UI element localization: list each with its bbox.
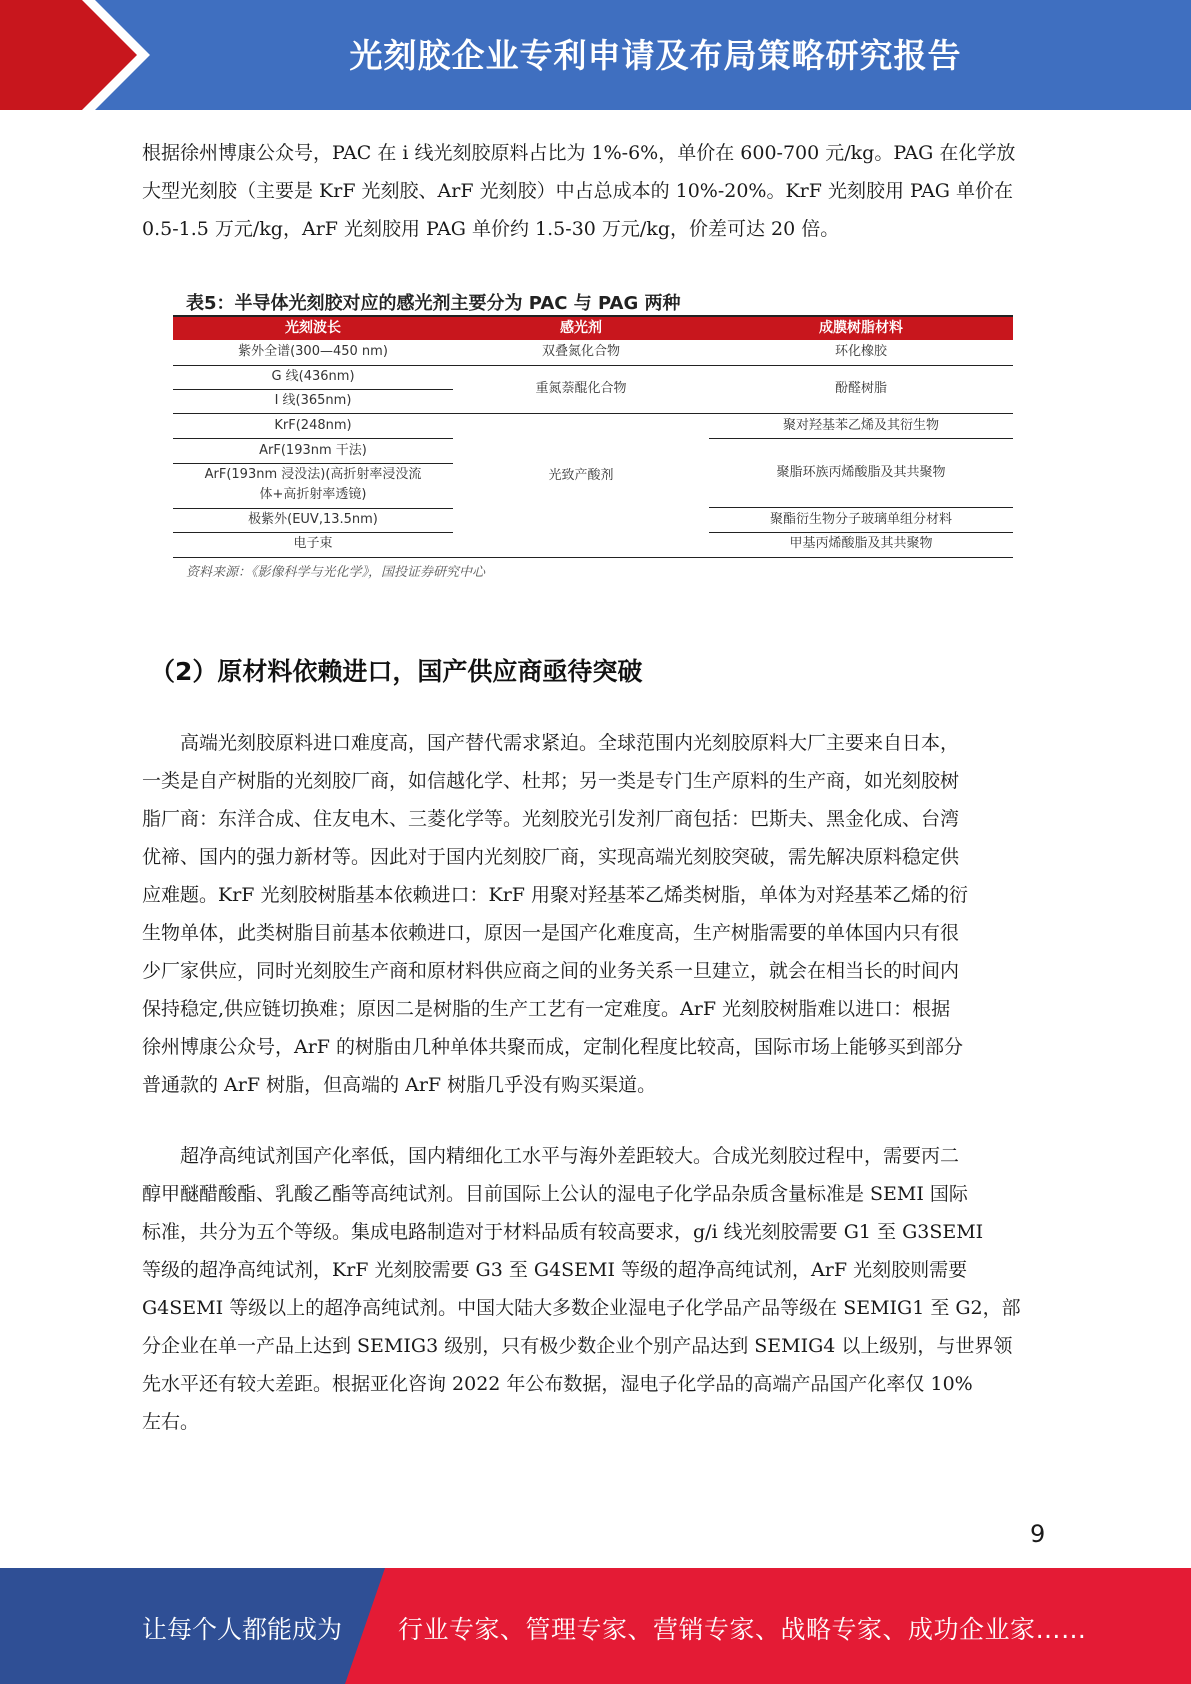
table-rule: [709, 438, 1013, 439]
text-line: 0.5-1.5 万元/kg，ArF 光刻胶用 PAG 单价约 1.5-30 万元/kg，价差可达 20 倍。: [142, 218, 840, 240]
table-header-cell: 成膜树脂材料: [819, 320, 903, 336]
section-heading: （2）原材料依赖进口，国产供应商亟待突破: [150, 657, 643, 686]
table-cell: G 线(436nm): [271, 369, 355, 384]
text-line: 先水平还有较大差距。根据亚化咨询 2022 年公布数据，湿电子化学品的高端产品国产化率仅 10%: [142, 1373, 973, 1395]
intro-paragraph: [142, 134, 1046, 248]
table-cell: 酚醛树脂: [834, 381, 887, 396]
table-header-row: [173, 315, 1013, 340]
text-line: G4SEMI 等级以上的超净高纯试剂。中国大陆大多数企业湿电子化学品产品等级在 SEMIG1 至 G2，部: [142, 1297, 1021, 1319]
text-line: 高端光刻胶原料进口难度高，国产替代需求紧迫。全球范围内光刻胶原料大厂主要来自日本，: [142, 732, 960, 754]
table-header-cell: 光刻波长: [285, 320, 341, 336]
text-line: 徐州博康公众号，ArF 的树脂由几种单体共聚而成，定制化程度比较高，国际市场上能够买到部分: [142, 1036, 964, 1058]
text-line: 左右。: [142, 1411, 200, 1433]
body-paragraph: [142, 724, 1046, 1104]
table-cell: 极紫外(EUV,13.5nm): [248, 512, 378, 527]
table-header-cell: 感光剂: [560, 320, 602, 336]
table-cell: 聚脂环族丙烯酸脂及其共聚物: [776, 465, 946, 480]
text-line: 少厂家供应，同时光刻胶生产商和原材料供应商之间的业务关系一旦建立，就会在相当长的时间内: [142, 960, 960, 982]
table-rule: [173, 463, 453, 464]
table-cell: 聚酯衍生物分子玻璃单组分材料: [769, 512, 952, 527]
table-cell: 甲基丙烯酸脂及其共聚物: [789, 536, 933, 551]
text-line: 脂厂商：东洋合成、住友电木、三菱化学等。光刻胶光引发剂厂商包括：巴斯夫、黑金化成、台湾: [142, 808, 960, 830]
table-cell: 环化橡胶: [834, 344, 887, 359]
body-paragraph: [142, 1137, 1046, 1441]
table-rule: [453, 365, 709, 366]
text-line: 分企业在单一产品上达到 SEMIG3 级别，只有极少数企业个别产品达到 SEMIG4 以上级别，与世界领: [142, 1335, 1013, 1357]
table-cell: 双叠氮化合物: [541, 344, 620, 359]
table-cell: 重氮萘醌化合物: [535, 381, 627, 396]
table-rule: [709, 507, 1013, 508]
table-cell: 紫外全谱(300—450 nm): [238, 344, 388, 359]
page-header: [0, 0, 1191, 110]
table-cell: KrF(248nm): [274, 418, 352, 433]
table-cell: 光致产酸剂: [548, 468, 614, 483]
text-line: 一类是自产树脂的光刻胶厂商，如信越化学、杜邦；另一类是专门生产原料的生产商，如光刻胶树: [142, 770, 960, 792]
table-rule: [173, 365, 453, 366]
footer-slogan-right: 行业专家、管理专家、营销专家、战略专家、成功企业家……: [398, 1615, 1087, 1644]
text-line: 生物单体，此类树脂目前基本依赖进口，原因一是国产化难度高，生产树脂需要的单体国内只有很: [142, 922, 960, 944]
text-line: 大型光刻胶（主要是 KrF 光刻胶、ArF 光刻胶）中占总成本的 10%-20%。KrF 光刻胶用 PAG 单价在: [142, 180, 1014, 202]
table-rule: [173, 532, 453, 533]
text-line: 等级的超净高纯试剂，KrF 光刻胶需要 G3 至 G4SEMI 等级的超净高纯试剂，ArF 光刻胶则需要: [142, 1259, 968, 1281]
text-line: 应难题。KrF 光刻胶树脂基本依赖进口：KrF 用聚对羟基苯乙烯类树脂，单体为对羟基苯乙烯的衍: [142, 884, 969, 906]
table-rule: [173, 389, 453, 390]
table-rule: [709, 365, 1013, 366]
report-title: 光刻胶企业专利申请及布局策略研究报告: [349, 36, 962, 75]
page-footer: [0, 1568, 1191, 1684]
text-line: 保持稳定,供应链切换难；原因二是树脂的生产工艺有一定难度。ArF 光刻胶树脂难以进口：根据: [142, 998, 951, 1020]
table-rule: [173, 508, 453, 509]
table-bottom-rule: [173, 557, 1013, 558]
text-line: 醇甲醚醋酸酯、乳酸乙酯等高纯试剂。目前国际上公认的湿电子化学品杂质含量标准是 SEMI 国际: [142, 1183, 968, 1205]
text-line: 根据徐州博康公众号，PAC 在 i 线光刻胶原料占比为 1%-6%，单价在 600-700 元/kg。PAG 在化学放: [142, 142, 1016, 164]
table-cell: ArF(193nm 干法): [259, 443, 367, 458]
footer-slogan-left: 让每个人都能成为: [142, 1615, 343, 1644]
text-line: 超净高纯试剂国产化率低，国内精细化工水平与海外差距较大。合成光刻胶过程中，需要丙二: [142, 1145, 960, 1167]
page-number: 9: [1030, 1520, 1046, 1548]
table-rule: [173, 438, 453, 439]
text-line: 优禘、国内的强力新材等。因此对于国内光刻胶厂商，实现高端光刻胶突破，需先解决原料稳定供: [142, 846, 960, 868]
table-cell: 体+高折射率透镜): [259, 487, 367, 502]
table-rule: [173, 413, 1013, 414]
table-source: 资料来源：《影像科学与光化学》，国投证券研究中心: [186, 565, 486, 580]
table-cell: 电子束: [293, 536, 333, 551]
table-title: 表5：半导体光刻胶对应的感光剂主要分为 PAC 与 PAG 两种: [186, 293, 681, 314]
text-line: 标准，共分为五个等级。集成电路制造对于材料品质有较高要求，g/i 线光刻胶需要 G1 至 G3SEMI: [142, 1221, 984, 1243]
table-cell: I 线(365nm): [274, 393, 352, 408]
table-cell: 聚对羟基苯乙烯及其衍生物: [782, 418, 939, 433]
text-line: 普通款的 ArF 树脂，但高端的 ArF 树脂几乎没有购买渠道。: [142, 1074, 657, 1096]
data-table: [173, 315, 1013, 558]
table-cell: ArF(193nm 浸没法)(高折射率浸没流: [204, 467, 422, 482]
table-rule: [709, 532, 1013, 533]
